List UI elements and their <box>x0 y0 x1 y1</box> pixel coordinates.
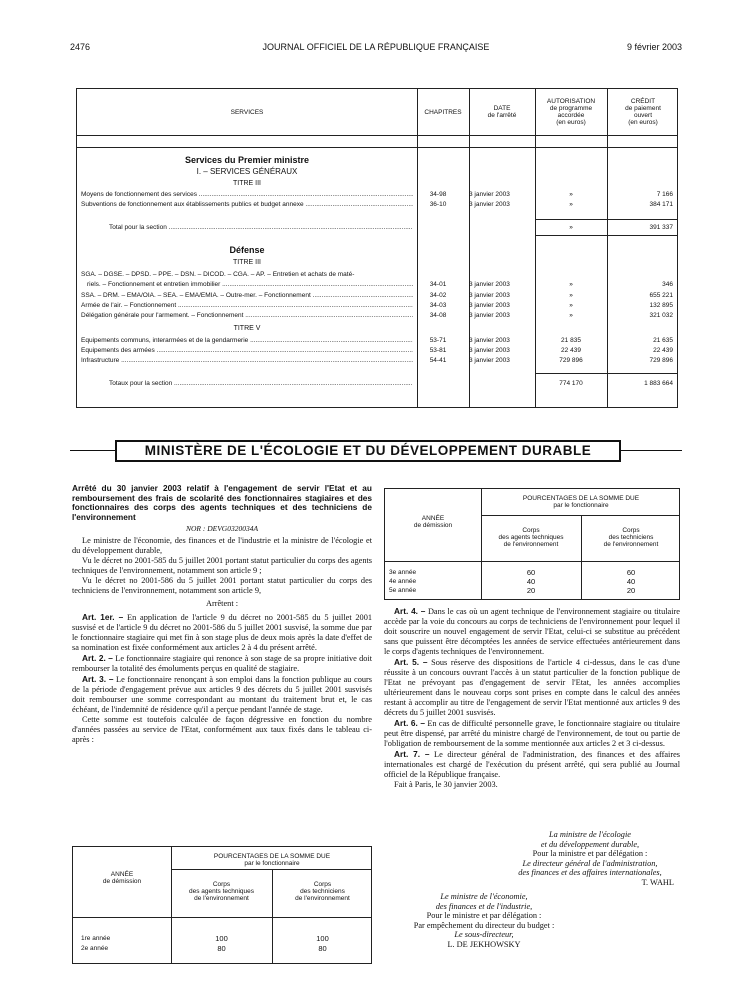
pct-value: 20 <box>526 586 536 595</box>
col-header-percentages: POURCENTAGES DE LA SOMME DUE par le fonctionnaire <box>522 495 640 509</box>
col-header-techniciens: Corps des techniciens de l'environnement <box>295 881 350 902</box>
col-header-credit: CRÉDIT de paiement ouvert (en euros) <box>625 98 661 126</box>
year-label: 5e année <box>389 587 417 594</box>
table-row: Infrastructure ..... 54-41 3 janvier 2003 729 896 729 896 <box>77 356 679 366</box>
intro-paragraph: Le ministre de l'économie, des finances et de l'industrie et la ministre de l'écologie et du développement durable, <box>72 536 372 556</box>
article-4: Art. 4. – Dans le cas où un agent technique de l'environnement stagiaire ou titulaire accède par la voie du concours au corps de techniciens de l'environnement pour lequel il doit souscrire un nouvel engagement de servir l'Etat, celui-ci se substitue au précédent sans que puissent être décomptées les années de service effectuées antérieurement dans le corps d'agents techniques de l'environnement. <box>384 606 680 656</box>
table-row: Armée de l'air. – Fonctionnement ..... 34-03 3 janvier 2003 » 132 895 <box>77 301 679 311</box>
ministry-banner: MINISTÈRE DE L'ÉCOLOGIE ET DU DÉVELOPPEMENT DURABLE <box>115 440 621 462</box>
left-column <box>72 484 372 745</box>
article-7: Art. 7. – Le directeur général de l'administration, des finances et des affaires internationales est chargé de l'exécution du présent arrêté, qui sera publié au Journal officiel de la République française. <box>384 749 681 779</box>
col-header-year: ANNÉE de démission <box>413 515 453 529</box>
year-label: 4e année <box>389 578 417 585</box>
table-row: SGA. – DGSE. – DPSD. – PPE. – DSN. – DICOD. – CGA. – AP. – Entretien et achats de maté- <box>81 271 355 278</box>
table-row: Moyens de fonctionnement des services ..... 34-98 3 janvier 2003 » 7 166 <box>77 190 679 200</box>
table-row: SSA. – DRM. – EMA/OIA. – SEA. – EMA/EMIA. – Outre-mer. – Fonctionnement ..... 34-02 3 janvier 2003 » 655 221 <box>77 291 679 301</box>
pct-value: 80 <box>318 944 327 953</box>
vu-paragraph: Vu le décret no 2001-585 du 5 juillet 2001 portant statut particulier du corps des agents techniques de l'environnement, notamment son article 9 ; <box>72 556 372 576</box>
pct-value: 40 <box>626 577 636 586</box>
section-title: Services du Premier ministre <box>184 155 310 165</box>
section-subtitle: I. – SERVICES GÉNÉRAUX <box>196 167 298 176</box>
page-number: 2476 <box>70 42 91 52</box>
col-header-date: DATE de l'arrêté <box>487 105 517 119</box>
pct-value: 100 <box>215 934 228 943</box>
issue-date: 9 février 2003 <box>626 42 682 52</box>
total-row: Totaux pour la section ..... 774 170 1 883 664 <box>77 379 679 389</box>
col-header-percentages: POURCENTAGES DE LA SOMME DUE par le fonctionnaire <box>213 853 331 867</box>
year-label: 1re année <box>81 935 111 942</box>
col-header-services: SERVICES <box>230 108 264 116</box>
rule-right <box>621 450 682 451</box>
vu-paragraph: Vu le décret no 2001-586 du 5 juillet 2001 portant statut particulier du corps des techniciens de l'environnement, notamment son article 9, <box>72 576 372 596</box>
table-row: riels. – Fonctionnement et entretien immobilier ..... 34-01 3 janvier 2003 » 346 <box>77 280 679 290</box>
article-3: Art. 3. – Le fonctionnaire renonçant à son emploi dans la fonction publique au cours de la période d'engagement prévue aux articles 9 des décrets du 5 juillet 2001 susvisés doit rembourser une somme correspondant au montant du traitement brut et, le cas échéant, de l'indemnité de résidence qu'il a perçue pendant l'année de stage. <box>72 674 372 715</box>
pct-value: 100 <box>316 934 329 943</box>
col-header-year: ANNÉE de démission <box>102 871 142 885</box>
pct-value: 40 <box>526 577 536 586</box>
pct-value: 80 <box>217 944 226 953</box>
rule-left <box>70 450 115 451</box>
pct-value: 60 <box>626 568 636 577</box>
percentage-table-part1 <box>72 846 372 964</box>
nor-reference: NOR : DEVG0320034A <box>185 524 259 534</box>
col-header-chapitres: CHAPITRES <box>424 108 462 116</box>
signature-block-ecologie: La ministre de l'écologie et du développement durable, Pour la ministre et par délégation : Le directeur général de l'administration, des finances et des affaires internationales, T. WAHL <box>518 830 674 887</box>
table-row: Subventions de fonctionnement aux établissements publics et budget annexe ..... 36-10 3 janvier 2003 » 384 171 <box>77 200 679 210</box>
percentage-table-part2 <box>384 488 680 600</box>
table-row: Délégation générale pour l'armement. – Fonctionnement ..... 34-08 3 janvier 2003 » 321 032 <box>77 311 679 321</box>
col-header-agents: Corps des agents techniques de l'environnement <box>188 881 255 902</box>
year-label: 3e année <box>389 569 417 576</box>
article-1: Art. 1er. – En application de l'article 9 du décret no 2001-585 du 5 juillet 2001 susvisé et de l'article 9 du décret no 2001-586 du 5 juillet 2001 susvisé, la somme due par le fonctionnaire stagiaire qui met fin à son stage plus de deux mois après la date d'effet de sa nomination est fixée conformément aux articles 2 à 4 du présent arrêté. <box>72 612 372 653</box>
col-header-techniciens: Corps des techniciens de l'environnement <box>603 527 659 548</box>
section-title: Défense <box>229 245 265 255</box>
table-row: Equipements des armées ..... 53-81 3 janvier 2003 22 439 22 439 <box>77 346 679 356</box>
arrete-title: Arrêté du 30 janvier 2003 relatif à l'engagement de servir l'Etat et au remboursement des frais de scolarité des fonctionnaires stagiaires et des fonctionnaires des corps des agents techniques et des techniciens de l'environnement <box>72 483 372 522</box>
credits-table <box>76 88 678 408</box>
total-row: Total pour la section ..... » 391 337 <box>77 223 679 233</box>
year-label: 2e année <box>81 945 109 952</box>
fait-a-paris: Fait à Paris, le 30 janvier 2003. <box>394 780 498 789</box>
running-header <box>70 42 682 54</box>
titre-heading: TITRE III <box>233 180 261 187</box>
col-header-agents: Corps des agents techniques de l'environnement <box>498 527 564 548</box>
article-5: Art. 5. – Sous réserve des dispositions de l'article 4 ci-dessus, dans le cas d'une réussite à un concours ouvrant l'accès à un statut particulier de la fonction publique de l'Etat ne prévoyant pas d'engagement de servir l'Etat, les années accomplies ultérieurement dans le nouveau corps sont prises en compte dans le calcul des années restant à accomplir au titre de l'engagement de servir l'Etat mentionné aux articles 9 des décrets du 5 juillet 2001 susvisés. <box>384 657 680 717</box>
signature-block-economie: Le ministre de l'économie, des finances et de l'industrie, Pour le ministre et par délégation : Par empêchement du directeur du budget : Le sous-directeur, L. DE JEKHOWSKY <box>413 892 555 949</box>
article-3-continued: Cette somme est toutefois calculée de façon dégressive en fonction du nombre d'années passées au service de l'Etat, conformément aux taux fixés dans le tableau ci-après : <box>72 715 372 745</box>
article-6: Art. 6. – En cas de difficulté personnelle grave, le fonctionnaire stagiaire ou titulaire peut être dispensé, par arrêté du ministre chargé de l'environnement, de tout ou partie de l'obligation de remboursement de la somme mentionnée aux articles 2 et 3 ci-dessus. <box>384 718 680 748</box>
article-2: Art. 2. – Le fonctionnaire stagiaire qui renonce à son stage de sa propre initiative doit rembourser la totalité des émoluments perçus en qualité de stagiaire. <box>72 653 373 674</box>
journal-title: JOURNAL OFFICIEL DE LA RÉPUBLIQUE FRANÇAISE <box>262 42 490 52</box>
pct-value: 60 <box>526 568 536 577</box>
titre-heading: TITRE V <box>233 325 261 332</box>
pct-value: 20 <box>626 586 636 595</box>
titre-heading: TITRE III <box>233 259 261 266</box>
arretent-heading: Arrêtent : <box>205 599 239 609</box>
table-row: Equipements communs, interarmées et de la gendarmerie ..... 53-71 3 janvier 2003 21 835 21 635 <box>77 336 679 346</box>
col-header-autorisation: AUTORISATION de programme accordée (en euros) <box>546 98 596 126</box>
right-column <box>384 606 680 790</box>
